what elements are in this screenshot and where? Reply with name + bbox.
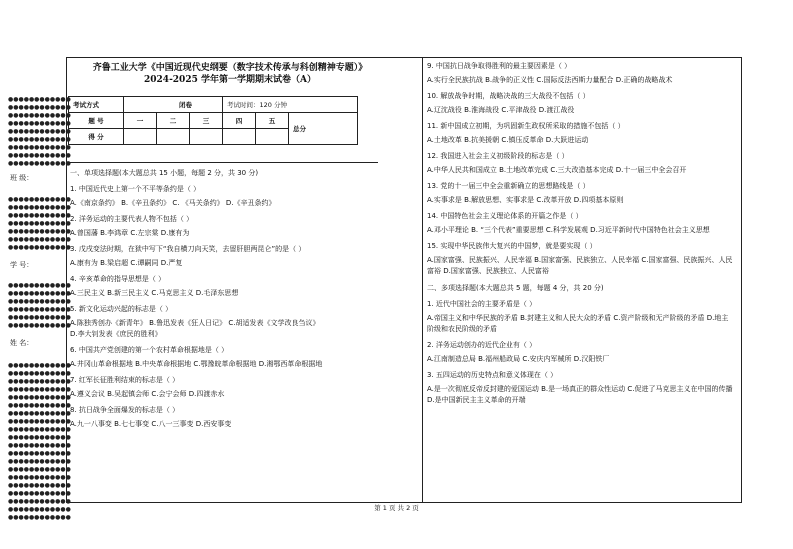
exam-type-label: 考试方式 <box>69 97 124 113</box>
options-13: A.实事求是 B.解放思想、实事求是 C.改革开放 D.四项基本原则 <box>427 196 624 204</box>
options-2: A.曾国藩 B.李鸿章 C.左宗棠 D.康有为 <box>70 229 190 237</box>
margin-dots: ●●●●●●●●●●●● <box>8 228 71 235</box>
exam-type-value: 闭卷 <box>124 97 223 113</box>
col-2: 二 <box>157 113 190 129</box>
margin-dots: ●●●●●●●●●●●● <box>8 104 71 111</box>
question-10: 10. 解放战争时期，战略决战的三大战役不包括（ ） <box>427 92 590 100</box>
options-10: A.辽沈战役 B.淮海战役 C.平津战役 D.渡江战役 <box>427 106 575 114</box>
margin-dots: ●●●●●●●●●●●● <box>8 306 71 313</box>
margin-dots: ●●●●●●●●●●●● <box>8 290 71 297</box>
margin-dots: ●●●●●●●●●●●● <box>8 402 71 409</box>
question-14: 14. 中国特色社会主义理论体系的开篇之作是（ ） <box>427 212 583 220</box>
options-12: A.中华人民共和国成立 B.土地改革完成 C.三大改造基本完成 D.十一届三中全会召开 <box>427 166 687 174</box>
options-5: A.陈独秀创办《新青年》 B.鲁迅发表《狂人日记》 C.胡适发表《文学改良刍议》 <box>70 319 320 327</box>
margin-dots: ●●●●●●●●●●●● <box>8 482 71 489</box>
exam-time: 考试时间：120 分钟 <box>223 97 358 113</box>
column-divider <box>422 57 423 502</box>
question-2: 2. 洋务运动的主要代表人物不包括（ ） <box>70 215 194 223</box>
margin-dots: ●●●●●●●●●●●● <box>8 160 71 167</box>
score-label: 得 分 <box>69 129 124 145</box>
options-15: A.国家富强、民族振兴、人民幸福 B.国家富强、民族独立、人民幸福 C.国家富强、民族振兴、人民富裕 D.国家富强、民族独立、人民富裕 <box>427 256 733 275</box>
options-1: A.《南京条约》 B.《辛丑条约》 C. 《马关条约》 D.《辛丑条约》 <box>70 199 276 207</box>
options-4: A.三民主义 B.新三民主义 C.马克思主义 D.毛泽东思想 <box>70 289 239 297</box>
options-11: A.土地改革 B.抗美援朝 C.镇压反革命 D.大跃进运动 <box>427 136 589 144</box>
margin-dots: ●●●●●●●●●●●● <box>8 244 71 251</box>
margin-dots: ●●●●●●●●●●●● <box>8 410 71 417</box>
options-7: A.遵义会议 B.吴起镇会师 C.会宁会师 D.四渡赤水 <box>70 390 225 398</box>
margin-dots: ●●●●●●●●●●●● <box>8 220 71 227</box>
margin-dots: ●●●●●●●●●●●● <box>8 282 71 289</box>
col-3: 三 <box>190 113 223 129</box>
right-column <box>427 61 735 406</box>
score-cell[interactable] <box>157 129 190 145</box>
multi-options-2: A.江南制造总局 B.福州船政局 C.安庆内军械所 D.汉阳铁厂 <box>427 355 610 363</box>
col-4: 四 <box>223 113 256 129</box>
margin-dots: ●●●●●●●●●●●● <box>8 136 71 143</box>
margin-dots: ●●●●●●●●●●●● <box>8 128 71 135</box>
margin-dots: ●●●●●●●●●●●● <box>8 498 71 505</box>
options-3: A.康有为 B.梁启超 C.谭嗣同 D.严复 <box>70 259 183 267</box>
question-7: 7. 红军长征胜利结束的标志是（ ） <box>70 376 180 384</box>
margin-dots: ●●●●●●●●●●●● <box>8 144 71 151</box>
margin-dots: ●●●●●●●●●●●● <box>8 212 71 219</box>
question-1: 1. 中国近代史上第一个不平等条约是（ ） <box>70 185 201 193</box>
margin-dots: ●●●●●●●●●●●● <box>8 474 71 481</box>
margin-dots: ●●●●●●●●●●●● <box>8 120 71 127</box>
margin-dots: ●●●●●●●●●●●● <box>8 386 71 393</box>
question-9: 9. 中国抗日战争取得胜利的最主要因素是（ ） <box>427 62 572 70</box>
col-1: 一 <box>124 113 157 129</box>
margin-dots: ●●●●●●●●●●●● <box>8 514 71 521</box>
margin-dots: ●●●●●●●●●●●● <box>8 370 71 377</box>
question-no-label: 题 号 <box>69 113 124 129</box>
section-1-heading: 一、单项选择题(本大题总共 15 小题，每题 2 分，共 30 分) <box>70 169 259 177</box>
exam-title <box>70 62 390 86</box>
score-cell[interactable] <box>124 129 157 145</box>
options-6: A.井冈山革命根据地 B.中央革命根据地 C.鄂豫皖革命根据地 D.湘鄂西革命根据地 <box>70 360 323 368</box>
header-separator <box>70 162 378 163</box>
page-footer: 第 1 页 共 2 页 <box>374 504 419 512</box>
margin-dots: ●●●●●●●●●●●● <box>8 298 71 305</box>
options-14: A.邓小平理论 B. “三个代表”重要思想 C.科学发展观 D.习近平新时代中国特色社会主义思想 <box>427 226 710 234</box>
question-11: 11. 新中国成立初期，为巩固新生政权所采取的措施不包括（ ） <box>427 122 625 130</box>
margin-dots: ●●●●●●●●●●●● <box>8 450 71 457</box>
margin-dots: ●●●●●●●●●●●● <box>8 418 71 425</box>
multi-question-1: 1. 近代中国社会的主要矛盾是（ ） <box>427 300 537 308</box>
margin-dots: ●●●●●●●●●●●● <box>8 490 71 497</box>
title-line-1: 齐鲁工业大学《中国近现代史纲要（数字技术传承与科创精神专题）》 <box>92 63 368 73</box>
question-15: 15. 实现中华民族伟大复兴的中国梦，就是要实现（ ） <box>427 242 597 250</box>
margin-dots: ●●●●●●●●●●●● <box>8 378 71 385</box>
margin-dots: ●●●●●●●●●●●● <box>8 236 71 243</box>
score-cell[interactable] <box>223 129 256 145</box>
section-2-heading: 二、多项选择题(本大题总共 5 题，每题 4 分，共 20 分) <box>427 284 604 292</box>
multi-question-2: 2. 洋务运动创办的近代企业有（ ） <box>427 341 537 349</box>
student-number-label: 学 号： <box>10 261 34 269</box>
margin-dots: ●●●●●●●●●●●● <box>8 394 71 401</box>
margin-dots: ●●●●●●●●●●●● <box>8 322 71 329</box>
question-12: 12. 我国进入社会主义初级阶段的标志是（ ） <box>427 152 569 160</box>
margin-dots: ●●●●●●●●●●●● <box>8 426 71 433</box>
title-line-2: 2024-2025 学年第一学期期末试卷（A） <box>144 75 316 85</box>
margin-dots: ●●●●●●●●●●●● <box>8 96 71 103</box>
margin-dots: ●●●●●●●●●●●● <box>8 314 71 321</box>
question-8: 8. 抗日战争全面爆发的标志是（ ） <box>70 406 180 414</box>
multi-question-3: 3. 五四运动的历史特点和意义体现在（ ） <box>427 371 558 379</box>
margin-dots: ●●●●●●●●●●●● <box>8 152 71 159</box>
margin-dots: ●●●●●●●●●●●● <box>8 196 71 203</box>
name-label: 姓 名： <box>10 339 34 347</box>
margin-dots: ●●●●●●●●●●●● <box>8 458 71 465</box>
class-label: 班 级： <box>10 174 34 182</box>
score-table <box>68 96 358 145</box>
options-8: A.九一八事变 B.七七事变 C.八一三事变 D.西安事变 <box>70 420 232 428</box>
question-4: 4. 辛亥革命的指导思想是（ ） <box>70 275 166 283</box>
total-label: 总分 <box>289 113 358 145</box>
score-cell[interactable] <box>256 129 289 145</box>
question-3: 3. 戊戌变法时期，在狱中写下“我自横刀向天笑，去留肝胆两昆仑”的是（ ） <box>70 245 306 253</box>
margin-dots: ●●●●●●●●●●●● <box>8 204 71 211</box>
left-column <box>70 168 415 430</box>
score-cell[interactable] <box>190 129 223 145</box>
margin-dots: ●●●●●●●●●●●● <box>8 362 71 369</box>
multi-options-1: A.帝国主义和中华民族的矛盾 B.封建主义和人民大众的矛盾 C.资产阶级和无产阶级的矛盾 D.地主阶级和农民阶级的矛盾 <box>427 314 729 333</box>
question-5: 5. 新文化运动兴起的标志是（ ） <box>70 305 173 313</box>
options-9: A.实行全民族抗战 B.战争的正义性 C.国际反法西斯力量配合 D.正确的战略战术 <box>427 76 673 84</box>
margin-dots: ●●●●●●●●●●●● <box>8 506 71 513</box>
options-5-cont: D.李大钊发表《庶民的胜利》 <box>70 330 162 338</box>
col-5: 五 <box>256 113 289 129</box>
margin-dots: ●●●●●●●●●●●● <box>8 112 71 119</box>
question-6: 6. 中国共产党创建的第一个农村革命根据地是（ ） <box>70 346 229 354</box>
margin-dots: ●●●●●●●●●●●● <box>8 466 71 473</box>
margin-dots: ●●●●●●●●●●●● <box>8 434 71 441</box>
question-13: 13. 党的十一届三中全会重新确立的思想路线是（ ） <box>427 182 590 190</box>
multi-options-3: A.是一次彻底反帝反封建的爱国运动 B.是一场真正的群众性运动 C.促进了马克思主义在中国的传播 D.是中国新民主主义革命的开端 <box>427 385 733 404</box>
margin-dots: ●●●●●●●●●●●● <box>8 442 71 449</box>
